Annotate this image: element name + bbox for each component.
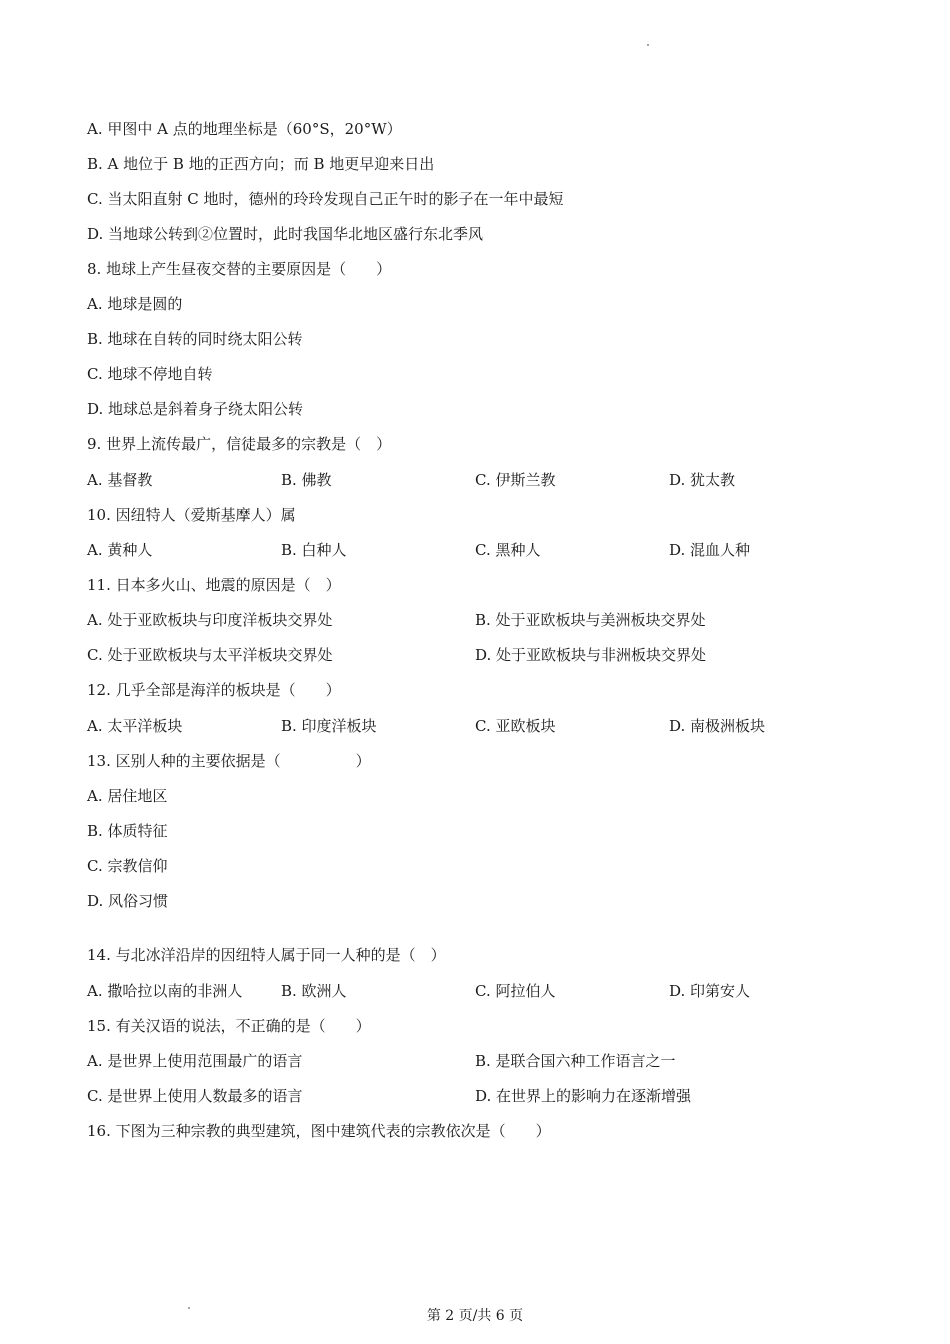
q9-option-d: D. 犹太教 (669, 471, 736, 489)
q11-option-a: A. 处于亚欧板块与印度洋板块交界处 (87, 611, 333, 629)
q15-option-b: B. 是联合国六种工作语言之一 (475, 1052, 676, 1070)
q11-stem: 11. 日本多火山、地震的原因是（ ） (87, 576, 341, 594)
q15-option-d: D. 在世界上的影响力在逐渐增强 (475, 1087, 692, 1105)
q15-option-a: A. 是世界上使用范围最广的语言 (87, 1052, 303, 1070)
q12-stem: 12. 几乎全部是海洋的板块是（ ） (87, 681, 341, 699)
q8-option-d: D. 地球总是斜着身子绕太阳公转 (87, 400, 304, 418)
q15-stem: 15. 有关汉语的说法，不正确的是（ ） (87, 1017, 371, 1035)
q9-option-c: C. 伊斯兰教 (475, 471, 556, 489)
scan-dot (647, 44, 649, 46)
q13-option-c: C. 宗教信仰 (87, 857, 168, 875)
q10-option-a: A. 黄种人 (87, 541, 153, 559)
q13-option-d: D. 风俗习惯 (87, 892, 169, 910)
q13-stem: 13. 区别人种的主要依据是（ ） (87, 752, 371, 770)
q9-option-b: B. 佛教 (281, 471, 332, 489)
q12-option-b: B. 印度洋板块 (281, 717, 377, 735)
q11-option-b: B. 处于亚欧板块与美洲板块交界处 (475, 611, 706, 629)
q10-stem: 10. 因纽特人（爱斯基摩人）属 (87, 506, 296, 524)
q14-option-c: C. 阿拉伯人 (475, 982, 556, 1000)
q14-option-a: A. 撒哈拉以南的非洲人 (87, 982, 243, 1000)
q10-option-b: B. 白种人 (281, 541, 347, 559)
q7-option-c: C. 当太阳直射 C 地时，德州的玲玲发现自己正午时的影子在一年中最短 (87, 190, 564, 208)
q11-option-d: D. 处于亚欧板块与非洲板块交界处 (475, 646, 707, 664)
q8-stem: 8. 地球上产生昼夜交替的主要原因是（ ） (87, 260, 392, 278)
q12-option-d: D. 南极洲板块 (669, 717, 766, 735)
q16-stem: 16. 下图为三种宗教的典型建筑，图中建筑代表的宗教依次是（ ） (87, 1122, 551, 1140)
q8-option-c: C. 地球不停地自转 (87, 365, 213, 383)
q7-option-a: A. 甲图中 A 点的地理坐标是（60°S，20°W） (87, 120, 402, 138)
q8-option-b: B. 地球在自转的同时绕太阳公转 (87, 330, 303, 348)
q12-option-c: C. 亚欧板块 (475, 717, 556, 735)
q10-option-c: C. 黑种人 (475, 541, 541, 559)
q11-option-c: C. 处于亚欧板块与太平洋板块交界处 (87, 646, 333, 664)
q14-stem: 14. 与北冰洋沿岸的因纽特人属于同一人种的是（ ） (87, 946, 446, 964)
q13-option-a: A. 居住地区 (87, 787, 168, 805)
q12-option-a: A. 太平洋板块 (87, 717, 183, 735)
page-number: 第 2 页/共 6 页 (426, 1308, 524, 1324)
q14-option-d: D. 印第安人 (669, 982, 751, 1000)
q7-option-d: D. 当地球公转到②位置时，此时我国华北地区盛行东北季风 (87, 225, 484, 243)
q7-option-b: B. A 地位于 B 地的正西方向；而 B 地更早迎来日出 (87, 155, 435, 173)
q9-stem: 9. 世界上流传最广，信徒最多的宗教是（ ） (87, 435, 392, 453)
q9-option-a: A. 基督教 (87, 471, 153, 489)
q15-option-c: C. 是世界上使用人数最多的语言 (87, 1087, 303, 1105)
q10-option-d: D. 混血人种 (669, 541, 751, 559)
q8-option-a: A. 地球是圆的 (87, 295, 183, 313)
q13-option-b: B. 体质特征 (87, 822, 168, 840)
q14-option-b: B. 欧洲人 (281, 982, 347, 1000)
